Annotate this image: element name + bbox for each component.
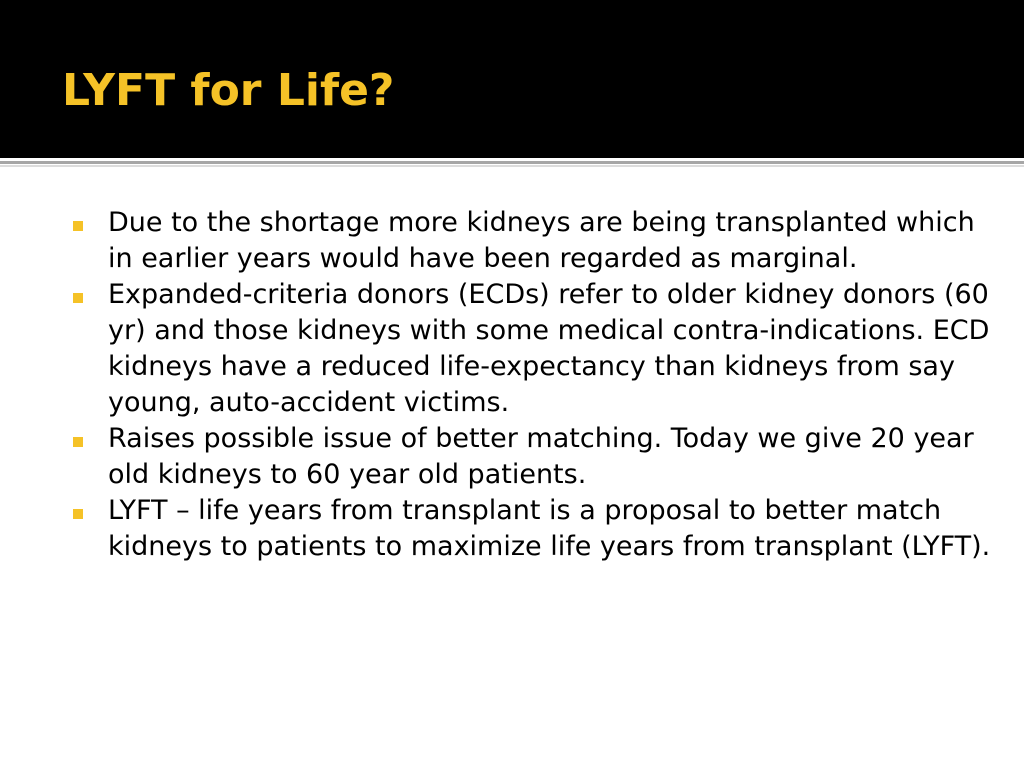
title-divider (0, 161, 1024, 164)
title-divider-shadow (0, 165, 1024, 167)
bullet-item-matching (73, 421, 993, 493)
square-bullet-icon (73, 293, 83, 303)
slide-title: LYFT for Life? (62, 65, 395, 116)
bullet-text: LYFT – life years from transplant is a proposal to better match kidneys to patients to maximize life years from transplant (LYFT). (108, 495, 991, 562)
bullet-text: Expanded-criteria donors (ECDs) refer to older kidney donors (60 yr) and those kidneys with some medical contra-indications. ECD kidneys have a reduced life-expectancy than kidneys from say young, auto-accident victims. (108, 279, 990, 418)
bullet-list (73, 205, 993, 565)
bullet-item-lyft (73, 493, 993, 565)
square-bullet-icon (73, 221, 83, 231)
title-bar (0, 0, 1024, 158)
bullet-item-shortage (73, 205, 993, 277)
bullet-text: Due to the shortage more kidneys are being transplanted which in earlier years would have been regarded as marginal. (108, 207, 975, 274)
bullet-text: Raises possible issue of better matching. Today we give 20 year old kidneys to 60 year old patients. (108, 423, 974, 490)
bullet-item-ecd (73, 277, 993, 421)
square-bullet-icon (73, 509, 83, 519)
square-bullet-icon (73, 437, 83, 447)
